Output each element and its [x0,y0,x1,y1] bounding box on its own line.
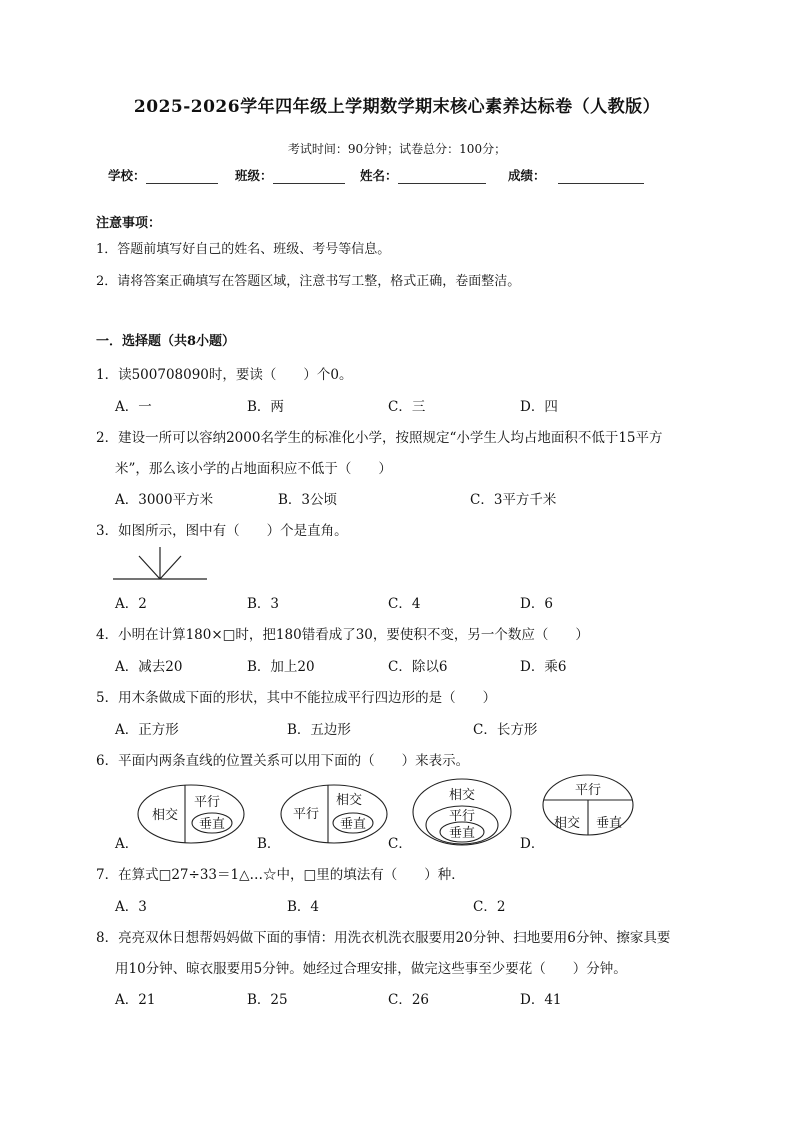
q5-option-b[interactable]: B．五边形 [287,722,351,738]
score-blank[interactable] [558,169,644,184]
student-info-row [108,166,668,184]
q4-option-c[interactable]: C．除以6 [388,659,448,675]
class-blank[interactable] [273,169,345,184]
venn-diagram-d[interactable] [540,772,636,838]
section-heading: 一．选择题（共8小题） [96,334,236,349]
diagram-b-label: 平行 [292,807,320,822]
diagram-a-label: 相交 [151,808,179,823]
diagram-c-label: 垂直 [448,826,476,841]
q8-option-d[interactable]: D．41 [520,992,562,1008]
q3-option-d[interactable]: D．6 [520,596,553,612]
question-4: 4．小明在计算180×□时，把180错看成了30，要使积不变，另一个数应（ ） [96,627,589,643]
notes-heading: 注意事项： [96,216,162,231]
question-7: 7．在算式□27÷33＝1△…☆中，□里的填法有（ ）种． [96,867,465,883]
question-8-line-1: 8．亮亮双休日想帮妈妈做下面的事情：用洗衣机洗衣服要用20分钟、扫地要用6分钟、擦家具要 [96,930,671,946]
right-ray [160,556,181,579]
q3-option-c[interactable]: C．4 [388,596,421,612]
name-field [360,166,486,184]
q7-option-a[interactable]: A．3 [115,899,147,915]
right-angle-figure [110,544,214,586]
diagram-c-label: 平行 [448,809,476,824]
q5-option-a[interactable]: A．正方形 [115,722,179,738]
venn-diagram-a[interactable] [135,782,247,846]
venn-diagram-b[interactable] [278,782,390,846]
q4-option-d[interactable]: D．乘6 [520,659,567,675]
score-label: 成绩： [508,168,546,183]
diagram-b-label: 垂直 [339,817,367,832]
diagram-a-label: 平行 [193,795,221,810]
q1-option-d[interactable]: D．四 [520,399,558,415]
q3-option-a[interactable]: A．2 [115,596,147,612]
q6-option-d[interactable]: D． [520,836,545,852]
venn-diagram-c[interactable] [410,776,514,848]
q1-option-a[interactable]: A．一 [115,399,152,415]
question-8-line-2: 用10分钟、晾衣服要用5分钟。她经过合理安排，做完这些事至少要花（ ）分钟。 [115,961,627,977]
diagram-a-label: 垂直 [198,817,226,832]
question-2-line-2: 米”，那么该小学的占地面积应不低于（ ） [115,461,392,477]
q8-option-c[interactable]: C．26 [388,992,430,1008]
q8-option-b[interactable]: B．25 [247,992,288,1008]
q6-option-b[interactable]: B． [257,836,281,852]
q1-option-c[interactable]: C．三 [388,399,426,415]
q1-option-b[interactable]: B．两 [247,399,284,415]
exam-info: 考试时间：90分钟；试卷总分：100分； [287,142,507,156]
school-field [108,166,218,184]
q2-option-b[interactable]: B．3公顷 [278,492,338,508]
diagram-d-label: 相交 [553,816,581,831]
diagram-b-label: 相交 [335,793,363,808]
question-5: 5．用木条做成下面的形状，其中不能拉成平行四边形的是（ ） [96,690,497,706]
left-ray [139,556,160,579]
q5-option-c[interactable]: C．长方形 [473,722,538,738]
question-3: 3．如图所示，图中有（ ）个是直角。 [96,523,348,539]
question-1: 1．读500708090时，要读（ ）个0。 [96,367,353,383]
page-title: 2025-2026学年四年级上学期数学期末核心素养达标卷（人教版） [133,97,661,117]
q7-option-b[interactable]: B．4 [287,899,320,915]
diagram-d-label: 垂直 [595,816,623,831]
question-2-line-1: 2．建设一所可以容纳2000名学生的标准化小学，按照规定“小学生人均占地面积不低于15平方 [96,430,663,446]
q6-option-c[interactable]: C． [388,836,412,852]
class-field [235,166,345,184]
question-6: 6．平面内两条直线的位置关系可以用下面的（ ）来表示。 [96,753,470,769]
note-item: 2．请将答案正确填写在答题区域，注意书写工整，格式正确，卷面整洁。 [96,274,521,289]
note-item: 1．答题前填写好自己的姓名、班级、考号等信息。 [96,242,391,257]
diagram-c-label: 相交 [448,788,476,803]
score-field [508,166,644,184]
q3-option-b[interactable]: B．3 [247,596,280,612]
q4-option-b[interactable]: B．加上20 [247,659,315,675]
q4-option-a[interactable]: A．减去20 [115,659,183,675]
q2-option-a[interactable]: A．3000平方米 [115,492,214,508]
q2-option-c[interactable]: C．3平方千米 [470,492,557,508]
q6-option-a[interactable]: A． [115,836,139,852]
q8-option-a[interactable]: A．21 [115,992,156,1008]
diagram-d-label: 平行 [574,783,602,798]
name-blank[interactable] [398,169,486,184]
school-label: 学校： [108,168,146,183]
name-label: 姓名： [360,168,398,183]
school-blank[interactable] [146,169,218,184]
q7-option-c[interactable]: C．2 [473,899,506,915]
class-label: 班级： [235,168,273,183]
